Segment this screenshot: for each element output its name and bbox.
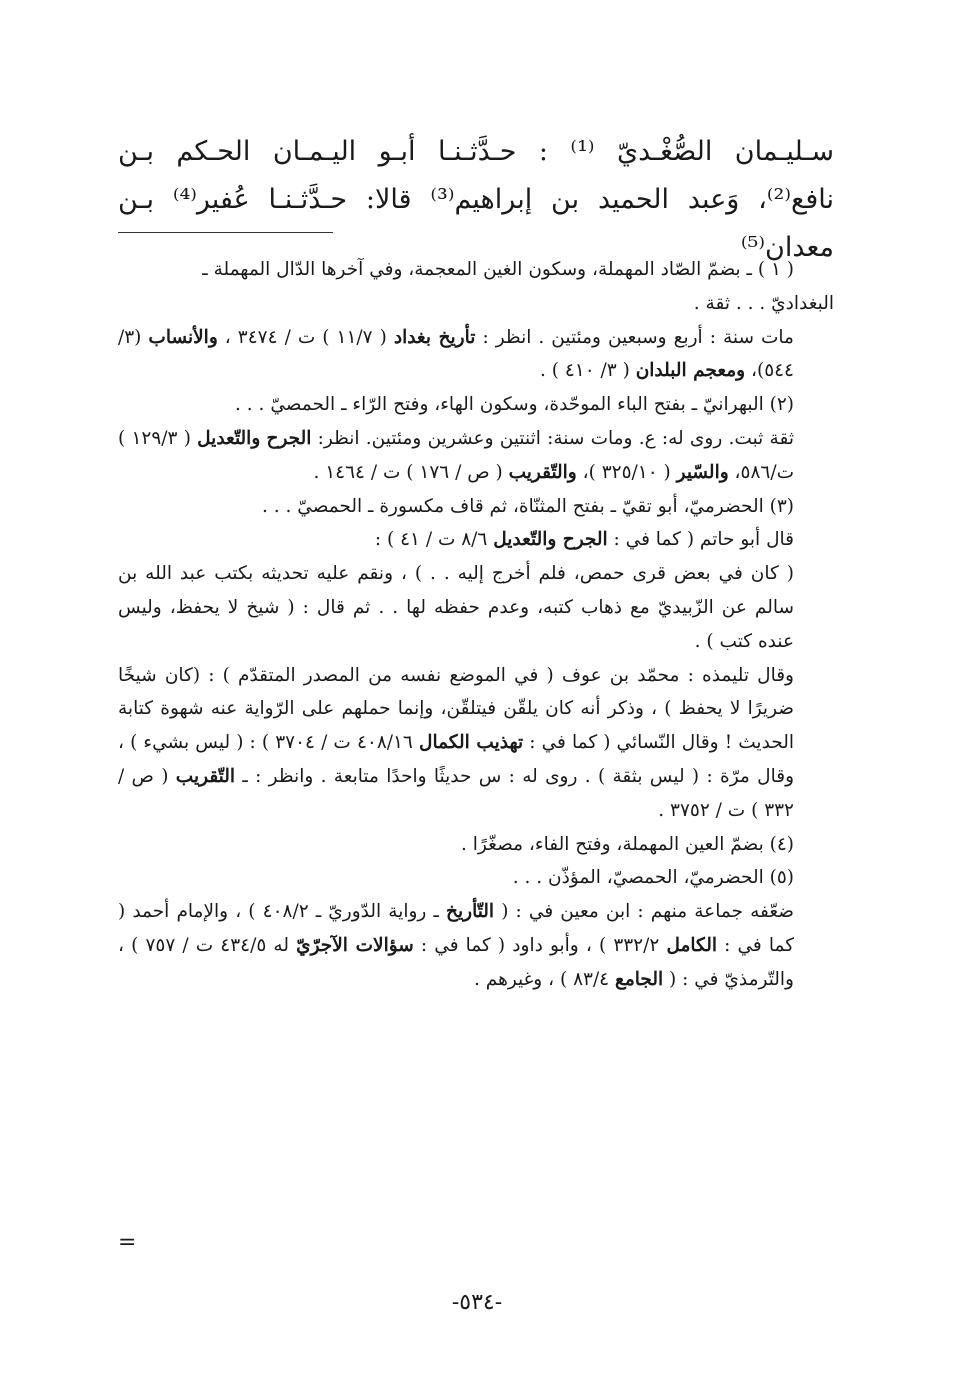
footnote-separator: [118, 232, 333, 233]
footnote-5-body: ضعّفه جماعة منهم : ابن معين في : ( التّأريخ ـ رواية الدّوريّ ـ ٤٠٨/٢ ) ، والإمام أحمد ( كما في : الكامل ٣٣٢/٢ ) ، وأبو داود ( كما في : سؤالات الآجرّيّ له ٤٣٤/٥ ت / ٧٥٧ ) ، والتّرمذيّ في : ( الجامع ٨٣/٤ ) ، وغيرهم .: [118, 901, 795, 990]
ref-title: سؤالات الآجرّيّ: [296, 934, 414, 956]
continuation-mark: =: [118, 1230, 137, 1255]
ref-title: تهذيب الكمال: [419, 732, 524, 754]
ref-title: الجامع: [615, 968, 664, 990]
page-number: -٥٣٤-: [451, 1290, 503, 1315]
page-body: [118, 128, 835, 990]
footnote-4: (٤) بضمّ العين المهملة، وفتح الفاء، مصغّرًا .: [461, 833, 794, 855]
footnote-3: (٣) الحضرميّ، أبو تقيّ ـ بفتح المثنّاة، ثم قاف مكسورة ـ الحمصيّ . . .: [261, 495, 794, 517]
footnote-1-refs: مات سنة : أربع وسبعين ومئتين . انظر : تأريخ بغداد ( ١١/٧ ) ت / ٣٤٧٤ ، والأنساب (٣/ ٥٤٤)، ومعجم البلدان ( ٣/ ٤١٠ ) .: [118, 326, 794, 382]
footnote-2-refs: ثقة ثبت. روى له: ع. ومات سنة: اثنتين وعشرين ومئتين. انظر: الجرح والتّعديل ( ١٢٩/٣ ) ت/٥٨٦، والسّير ( ٣٢٥/١٠ )، والتّقريب ( ص / ١٧٦ ) ت / ١٤٦٤ .: [118, 427, 794, 483]
footnotes: [118, 253, 834, 997]
ref-title: ومعجم البلدان: [635, 360, 746, 382]
ref-title: التّأريخ: [446, 901, 495, 923]
footnote-3-more: وقال تليمذه : محمّد بن عوف ( في الموضع نفسه من المصدر المتقدّم ) : (كان شيخًا ضريرًا لا يحفظ ) ، وذكر أنه كان يلقّن فيتلقّن، وإنما حملهم على الرّواية عنه شهوة كتابة الحديث ! وقال النّسائي ( كما في : تهذيب الكمال ٤٠٨/١٦ ت / ٣٧٠٤ ) : ( ليس بشيء ) ، وقال مرّة : ( ليس بثقة ) . روى له : س حديثًا واحدًا متابعة . وانظر : ـ التّقريب ( ص / ٣٣٢ ) ت / ٣٧٥٢ .: [118, 664, 795, 821]
footnote-1: ( ١ ) ـ بضمّ الصّاد المهملة، وسكون الغين المعجمة، وفي آخرها الدّال المهملة ـ: [202, 259, 794, 280]
ref-title: والأنساب: [148, 326, 218, 348]
ref-title: تأريخ بغداد: [393, 326, 476, 348]
footnote-3-quote: قال أبو حاتم ( كما في : الجرح والتّعديل ٨/٦ ت / ٤١ ) :: [374, 529, 794, 551]
ref-title: الجرح: [266, 427, 312, 449]
ref-title: الجرح والتّعديل: [493, 529, 608, 551]
footnote-5: (٥) الحضرميّ، الحمصيّ، المؤذّن . . .: [512, 867, 794, 889]
ref-title: والتّقريب: [508, 461, 577, 483]
footnote-3-body: ( كان في بعض قرى حمص، فلم أخرج إليه . . ) ، ونقم عليه تحديثه بكتب عبد الله بن سالم عن الزّبيديّ مع ذهاب كتبه، وعدم حفظه لها . . ثم قال : ( شيخ لا يحفظ، وليس عنده كتب ) .: [118, 563, 794, 652]
main-text-line-2: نافع⁽²⁾، وَعبد الحميد بن إبراهيم⁽³⁾ قالا: حـدَّثـنـا عُفير⁽⁴⁾ بـن معدان⁽⁵⁾: [118, 184, 835, 263]
ref-title: التّقريب: [175, 765, 236, 787]
footnote-1-text: البغداديّ . . . ثقة .: [693, 292, 834, 314]
footnote-2: (٢) البهرانيّ ـ بفتح الباء الموحّدة، وسكون الهاء، وفتح الرّاء ـ الحمصيّ . . .: [235, 394, 794, 416]
main-text-line-1: سـليـمان الصُّغْـديّ ⁽¹⁾ : حـدَّثـنـا أبـو اليـمـان الحـكم بـن: [118, 136, 834, 167]
ref-title: والسّير: [676, 461, 729, 483]
ref-title: والتّعديل: [197, 427, 261, 449]
ref-title: الكامل: [666, 934, 717, 956]
